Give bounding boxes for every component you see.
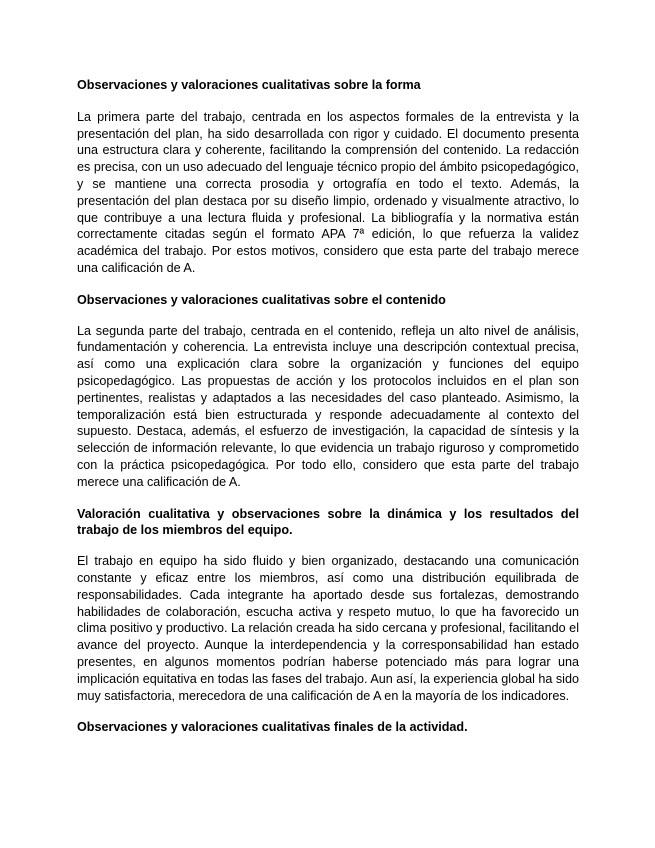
section-paragraph-content: La segunda parte del trabajo, centrada en el contenido, refleja un alto nivel de análisis, fundamentación y coherencia. La entrevista incluye una descripción contextual precisa, así como una explicación clara sobre la organización y funciones del equipo psicopedagógico. Las propuestas de acción y los protocolos incluidos en el plan son pertinentes, realistas y adaptados a las necesidades del caso planteado. Asimismo, la temporalización está bien estructurada y responde adecuadamente al contexto del supuesto. Destaca, además, el esfuerzo de investigación, la capacidad de síntesis y la selección de información relevante, lo que evidencia un trabajo riguroso y comprometido con la práctica psicopedagógica. Por todo ello, considero que esta parte del trabajo merece una calificación de A.	[77, 323, 579, 489]
section-heading-form: Observaciones y valoraciones cualitativas sobre la forma	[77, 78, 421, 92]
section-paragraph-team-dynamics: El trabajo en equipo ha sido fluido y bien organizado, destacando una comunicación constante y eficaz entre los miembros, así como una distribución equilibrada de responsabilidades. Cada integrante ha aportado desde sus fortalezas, demostrando habilidades de colaboración, escucha activa y respeto mutuo, lo que ha favorecido un clima positivo y productivo. La relación creada ha sido cercana y profesional, facilitando el avance del proyecto. Aunque la interdependencia y la corresponsabilidad han estado presentes, en algunos momentos podrían haberse potenciado más para lograr una implicación equitativa en todas las fases del trabajo. Aun así, la experiencia global ha sido muy satisfactoria, merecedora de una calificación de A en la mayoría de los indicadores.	[77, 554, 579, 703]
section-heading-content: Observaciones y valoraciones cualitativas sobre el contenido	[77, 292, 446, 307]
section-paragraph-form: La primera parte del trabajo, centrada en los aspectos formales de la entrevista y la presentación del plan, ha sido desarrollada con rigor y cuidado. El documento presenta una estructura clara y coherente, facilitando la comprensión del contenido. La redacción es precisa, con un uso adecuado del lenguaje técnico propio del ámbito psicopedagógico, y se mantiene una correcta prosodia y ortografía en todo el texto. Además, la presentación del plan destaca por su diseño limpio, ordenado y visualmente atractivo, lo que contribuye a una lectura fluida y profesional. La bibliografía y la normativa están correctamente citadas según el formato APA 7ª edición, lo que refuerza la validez académica del trabajo. Por estos motivos, considero que esta parte del trabajo merece una calificación de A.	[77, 109, 579, 275]
section-heading-team-dynamics: Valoración cualitativa y observaciones sobre la dinámica y los resultados del trabajo de los miembros del equipo.	[77, 506, 579, 538]
section-heading-final-observations: Observaciones y valoraciones cualitativas finales de la actividad.	[77, 720, 468, 735]
